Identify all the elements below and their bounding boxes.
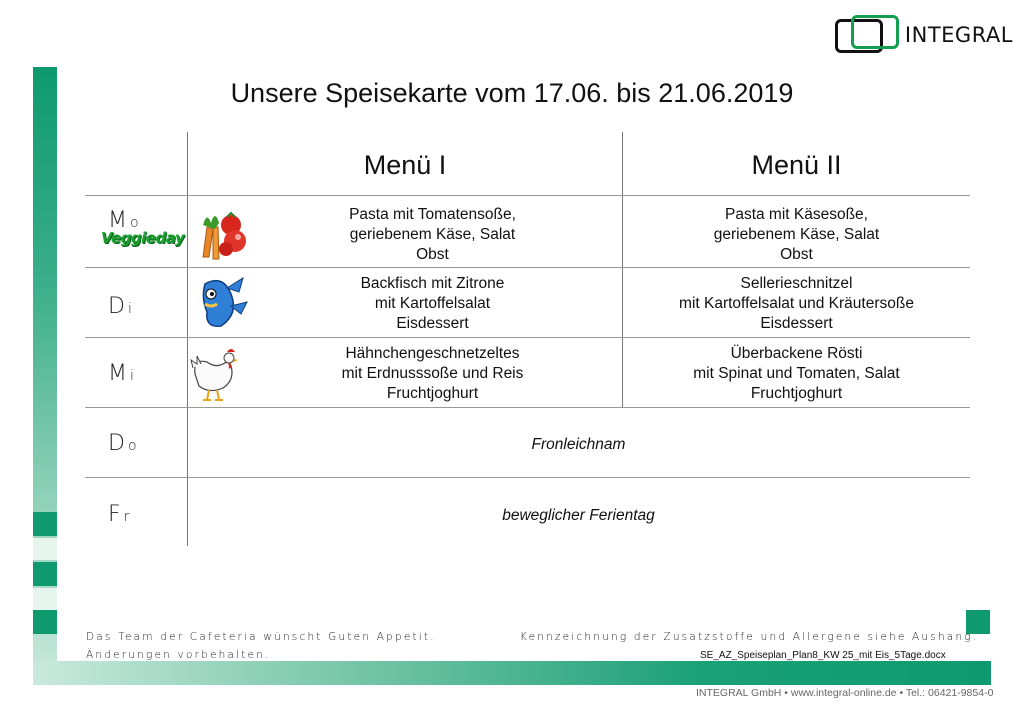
logo-text: INTEGRAL bbox=[904, 23, 1013, 47]
left-decor-square bbox=[33, 512, 57, 536]
logo-mark-icon bbox=[833, 13, 901, 57]
veggieday-badge: Veggieday bbox=[101, 229, 185, 247]
day-label-tuesday: Di bbox=[108, 294, 135, 319]
integral-logo bbox=[833, 10, 1013, 60]
day-label-monday: Mo bbox=[108, 208, 142, 233]
chicken-icon bbox=[189, 346, 239, 404]
fish-icon bbox=[197, 274, 249, 330]
table-divider bbox=[85, 267, 970, 268]
footer-appetit: Das Team der Cafeteria wünscht Guten Appetit. bbox=[86, 631, 436, 643]
table-divider bbox=[85, 337, 970, 338]
table-divider bbox=[85, 195, 970, 196]
column-header-menu1: Menü I bbox=[363, 150, 447, 180]
menu1-wednesday: Hähnchengeschnetzeltes mit Erdnusssoße und Reis Fruchtjoghurt bbox=[341, 345, 524, 402]
thursday-note: Fronleichnam bbox=[531, 436, 626, 453]
left-decor-square bbox=[33, 562, 57, 586]
page-title: Unsere Speisekarte vom 17.06. bis 21.06.2019 bbox=[230, 78, 794, 108]
menu2-monday: Pasta mit Käsesoße, geriebenem Käse, Salat Obst bbox=[713, 206, 880, 263]
menu1-monday: Pasta mit Tomatensoße, geriebenem Käse, Salat Obst bbox=[349, 206, 516, 263]
day-label-thursday: Do bbox=[108, 431, 140, 456]
footer-changes: Änderungen vorbehalten. bbox=[86, 649, 271, 661]
menu2-tuesday: Sellerieschnitzel mit Kartoffelsalat und Kräutersoße Eisdessert bbox=[679, 275, 914, 332]
menu1-tuesday: Backfisch mit Zitrone mit Kartoffelsalat Eisdessert bbox=[360, 275, 505, 332]
document-filename: SE_AZ_Speiseplan_Plan8_KW 25_mit Eis_5Tage.docx bbox=[700, 650, 946, 661]
column-header-menu2: Menü II bbox=[751, 150, 842, 180]
day-label-wednesday: Mi bbox=[108, 361, 137, 386]
friday-note: beweglicher Ferientag bbox=[502, 507, 655, 524]
table-divider bbox=[85, 477, 970, 478]
menu2-wednesday: Überbackene Rösti mit Spinat und Tomaten, Salat Fruchtjoghurt bbox=[693, 345, 900, 402]
company-info: INTEGRAL GmbH • www.integral-online.de • Tel.: 06421-9854-0 bbox=[696, 687, 994, 699]
bottom-decor-bar bbox=[33, 661, 991, 685]
left-decor-gap bbox=[33, 538, 57, 560]
table-divider bbox=[85, 407, 970, 408]
day-label-friday: Fr bbox=[108, 502, 133, 527]
left-decor-gap bbox=[33, 588, 57, 610]
left-decor-square bbox=[33, 610, 57, 634]
footer-allergens: Kennzeichnung der Zusatzstoffe und Allergene siehe Aushang. bbox=[520, 631, 979, 643]
